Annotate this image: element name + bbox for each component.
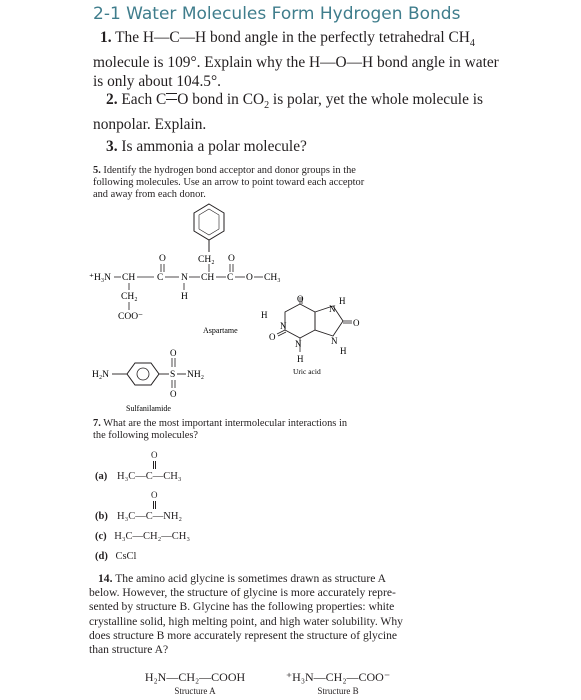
option-d xyxy=(95,551,136,562)
structure-label: Structure A xyxy=(174,686,216,696)
hydrogen-label: H xyxy=(340,346,347,356)
question-text: Is ammonia a polar molecule? xyxy=(121,138,307,155)
ch2-label: CH₂ xyxy=(121,292,138,302)
sulfanilamide-structure xyxy=(90,345,250,415)
sulfur-label: S xyxy=(170,370,176,380)
ch-label: CH xyxy=(122,273,136,283)
molecule-name: Uric acid xyxy=(293,367,321,376)
question-7 xyxy=(93,418,393,442)
question-number: 1. xyxy=(100,29,112,46)
question-text-line: The H—C—H bond angle in the perfectly tetrahedral CH xyxy=(115,29,470,46)
carboxylate-label: COO⁻ xyxy=(118,312,144,322)
amine-label: NH₂ xyxy=(187,370,205,380)
oxygen-label: O xyxy=(297,294,304,304)
structure-formula: ⁺H₃N—CH₂—COO⁻ xyxy=(285,670,391,684)
question-3 xyxy=(106,137,307,156)
question-text-line: and away from each donor. xyxy=(93,189,206,200)
structure-formula: H₂N—CH₂—COOH xyxy=(144,670,246,684)
ch2-label: CH₂ xyxy=(198,255,215,265)
question-14 xyxy=(89,572,569,657)
molecule-name: Sulfanilamide xyxy=(126,404,171,413)
question-number: 5. xyxy=(93,165,101,176)
nitrogen-label: N xyxy=(280,321,287,331)
question-text-line: below. However, the structure of glycine is more accurately repre- xyxy=(89,586,396,600)
hydrogen-label: H xyxy=(297,354,304,364)
option-formula: H₃C—C—NH₂ xyxy=(117,511,183,522)
question-text-line: is only about 104.5°. xyxy=(93,73,221,91)
hydrogen-label: H xyxy=(339,296,346,306)
double-bond xyxy=(153,501,156,509)
hydrogen-label: H xyxy=(261,310,268,320)
carbonyl-oxygen: O xyxy=(151,490,158,500)
question-number: 14. xyxy=(98,572,113,585)
oxygen-label: O xyxy=(228,254,235,264)
option-formula: CsCl xyxy=(115,551,137,562)
oxygen-label: O xyxy=(269,332,276,342)
question-text-part: O bond in CO xyxy=(177,91,265,108)
oxygen-label: O xyxy=(353,318,360,328)
question-text-line: crystalline solid, high melting point, and high water solubility. Why xyxy=(89,614,403,628)
section-title: 2-1 Water Molecules Form Hydrogen Bonds xyxy=(93,4,461,24)
option-label: (a) xyxy=(95,471,108,482)
ammonium-label: ⁺H₃N xyxy=(89,273,112,283)
oxygen-label: O xyxy=(246,273,253,283)
methyl-label: CH₃ xyxy=(264,273,281,283)
question-text-line: does structure B more accurately represent the structure of glycine xyxy=(89,628,398,642)
option-c xyxy=(95,531,190,542)
hydrogen-label: H xyxy=(181,292,188,302)
question-1 xyxy=(93,28,563,91)
double-bond xyxy=(153,461,156,469)
nitrogen-label: N xyxy=(331,336,338,346)
double-bond xyxy=(166,93,177,100)
oxygen-label: O xyxy=(159,254,166,264)
amine-label: H₂N xyxy=(92,370,110,380)
nitrogen-label: N xyxy=(329,304,336,314)
ch-label: CH xyxy=(201,273,215,283)
option-a xyxy=(95,450,295,486)
uric-acid-structure xyxy=(255,292,375,392)
question-text-part: is polar, yet the whole molecule is xyxy=(269,91,484,108)
carbon-label: C xyxy=(157,273,164,283)
oxygen-label: O xyxy=(170,389,177,399)
question-number: 7. xyxy=(93,418,101,429)
option-formula: H₃C—C—CH₃ xyxy=(117,471,182,482)
question-text-part: Each C xyxy=(121,91,167,108)
subscript: 2 xyxy=(264,100,270,112)
question-text-line: following molecules. Use an arrow to point toward each acceptor xyxy=(93,177,365,188)
option-label: (b) xyxy=(95,511,108,522)
question-number: 2. xyxy=(106,91,118,108)
carbon-label: C xyxy=(227,273,234,283)
option-formula: H₃C—CH₂—CH₃ xyxy=(114,531,191,542)
structure-b xyxy=(268,670,408,696)
option-b xyxy=(95,490,295,526)
oxygen-label: O xyxy=(170,348,177,358)
question-text-line: nonpolar. Explain. xyxy=(93,116,207,134)
question-text-line: molecule is 109°. Explain why the H—O—H bond angle in water xyxy=(93,54,499,72)
question-text-line: the following molecules? xyxy=(93,430,199,441)
structure-a xyxy=(130,670,260,696)
question-text-line: What are the most important intermolecular interactions in xyxy=(103,418,348,429)
question-5 xyxy=(93,165,393,201)
carbonyl-oxygen: O xyxy=(151,450,158,460)
question-text-line: than structure A? xyxy=(89,643,169,657)
question-number: 3. xyxy=(106,138,118,155)
option-label: (c) xyxy=(95,531,107,542)
nitrogen-label: N xyxy=(181,273,188,283)
subscript: 4 xyxy=(469,38,475,50)
question-text-line: Identify the hydrogen bond acceptor and donor groups in the xyxy=(103,165,356,176)
molecule-name: Aspartame xyxy=(203,326,238,335)
nitrogen-label: N xyxy=(295,339,302,349)
option-label: (d) xyxy=(95,551,108,562)
structure-label: Structure B xyxy=(317,686,359,696)
question-text-line: The amino acid glycine is sometimes drawn as structure A xyxy=(115,572,386,585)
question-2 xyxy=(93,90,563,134)
question-text-line: sented by structure B. Glycine has the following properties: white xyxy=(89,600,395,614)
